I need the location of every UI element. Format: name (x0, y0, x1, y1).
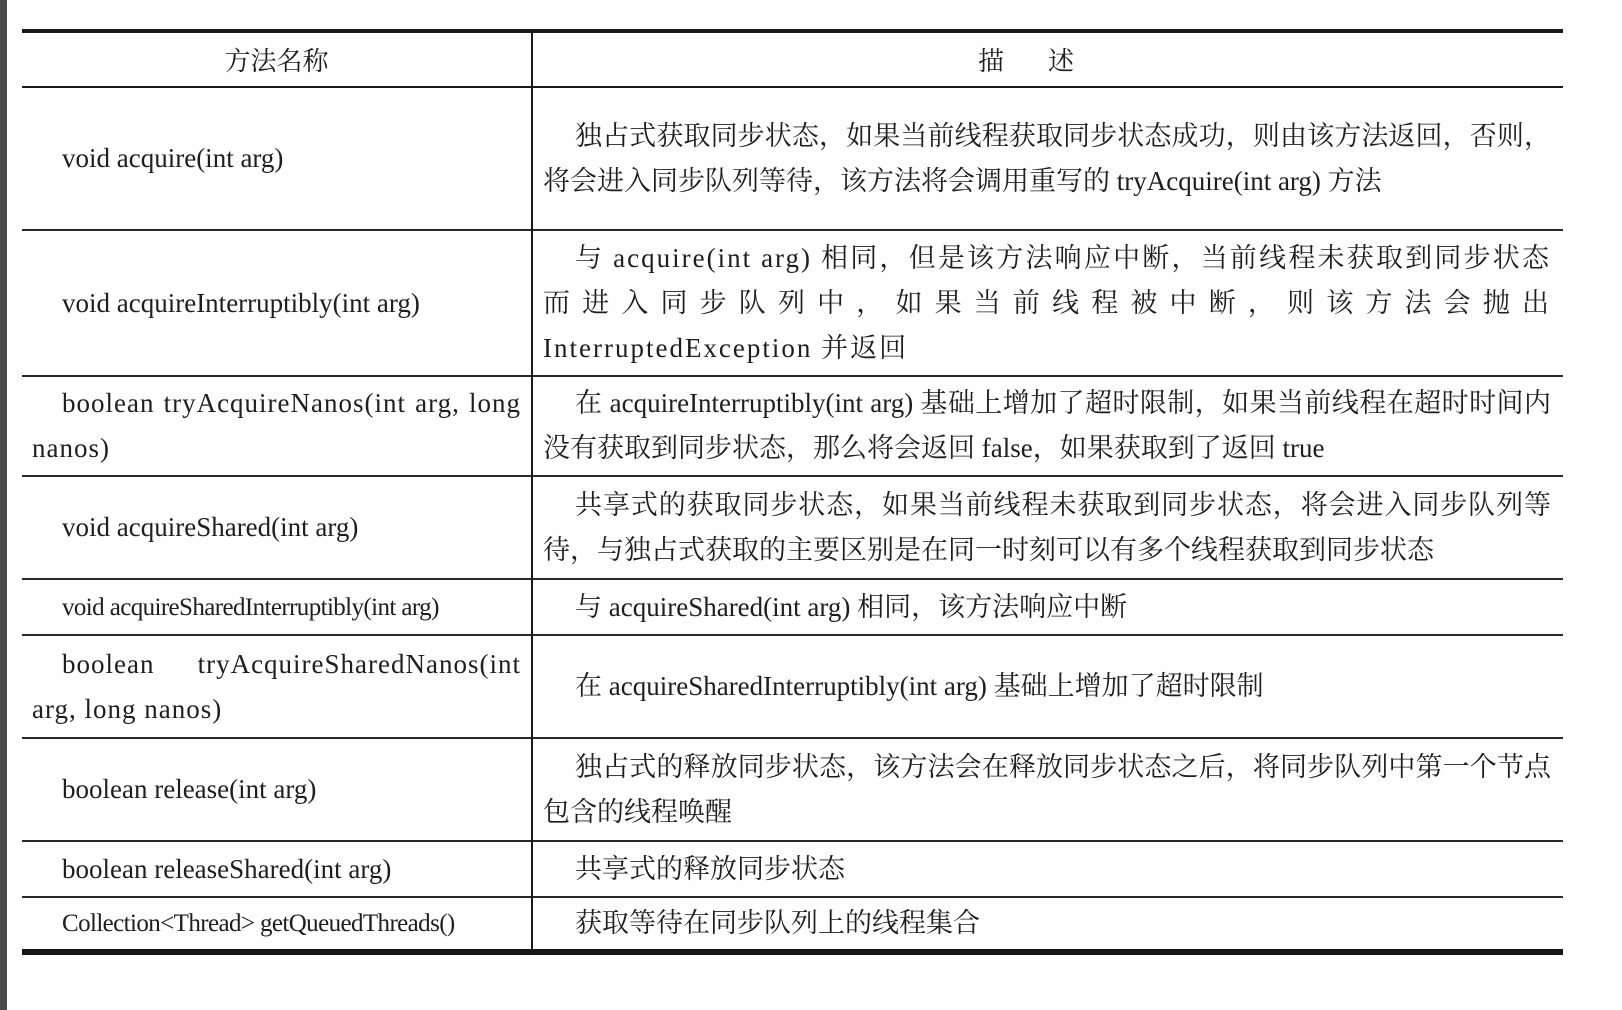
table-row (22, 635, 1563, 738)
method-name: boolean releaseShared(int arg) (62, 853, 392, 884)
header-row (22, 31, 1563, 87)
table-body (22, 87, 1563, 952)
table-row (22, 376, 1563, 476)
method-name-cell (22, 230, 532, 376)
method-name: boolean release(int arg) (62, 774, 317, 804)
method-name-cell (22, 841, 532, 897)
table-row (22, 841, 1563, 897)
method-description: 共享式的获取同步状态，如果当前线程未获取到同步状态，将会进入同步队列等待，与独占式获取的主要区别是在同一时刻可以有多个线程获取到同步状态 (543, 489, 1551, 565)
method-name: Collection<Thread> getQueuedThreads() (62, 910, 455, 937)
description-cell (532, 841, 1563, 897)
method-description: 与 acquire(int arg) 相同，但是该方法响应中断，当前线程未获取到同步状态而进入同步队列中，如果当前线程被中断，则该方法会抛出 InterruptedException 并返回 (543, 242, 1551, 363)
method-description: 独占式获取同步状态，如果当前线程获取同步状态成功，则由该方法返回，否则，将会进入同步队列等待，该方法将会调用重写的 tryAcquire(int arg) 方法 (543, 120, 1551, 196)
description-cell (532, 376, 1563, 476)
method-name: void acquireShared(int arg) (62, 512, 359, 542)
table-row (22, 579, 1563, 635)
method-name-cell (22, 579, 532, 635)
header-description-label: 描述 (977, 47, 1118, 77)
method-name-cell (22, 87, 532, 230)
method-description-table (22, 29, 1563, 955)
header-description (532, 31, 1563, 87)
table-row (22, 897, 1563, 952)
method-name: void acquire(int arg) (62, 143, 284, 173)
method-description: 共享式的释放同步状态 (575, 853, 845, 884)
method-description: 获取等待在同步队列上的线程集合 (575, 908, 980, 938)
description-cell (532, 476, 1563, 579)
method-name: boolean tryAcquireNanos(int arg, long nanos) (32, 388, 521, 463)
description-cell (532, 579, 1563, 635)
header-method-name-label: 方法名称 (224, 47, 329, 77)
description-cell (532, 87, 1563, 230)
left-window-edge (0, 0, 7, 1010)
method-name: void acquireInterruptibly(int arg) (62, 287, 420, 318)
table-header (22, 31, 1563, 87)
description-cell (532, 897, 1563, 952)
header-method-name (22, 31, 532, 87)
table-row (22, 87, 1563, 230)
description-cell (532, 635, 1563, 738)
table-row (22, 476, 1563, 579)
method-name: boolean tryAcquireSharedNanos(int arg, long nanos) (32, 648, 521, 724)
method-name: void acquireSharedInterruptibly(int arg) (62, 593, 439, 621)
method-description: 在 acquireSharedInterruptibly(int arg) 基础上增加了超时限制 (575, 671, 1264, 701)
method-name-cell (22, 738, 532, 841)
method-description: 独占式的释放同步状态，该方法会在释放同步状态之后，将同步队列中第一个节点包含的线程唤醒 (543, 751, 1551, 827)
method-description: 在 acquireInterruptibly(int arg) 基础上增加了超时限制，如果当前线程在超时时间内没有获取到同步状态，那么将会返回 false，如果获取到了返回 true (543, 388, 1551, 463)
method-name-cell (22, 376, 532, 476)
method-name-cell (22, 897, 532, 952)
description-cell (532, 738, 1563, 841)
table-row (22, 738, 1563, 841)
method-name-cell (22, 476, 532, 579)
table-row (22, 230, 1563, 376)
method-description: 与 acquireShared(int arg) 相同，该方法响应中断 (575, 591, 1128, 622)
description-cell (532, 230, 1563, 376)
method-name-cell (22, 635, 532, 738)
